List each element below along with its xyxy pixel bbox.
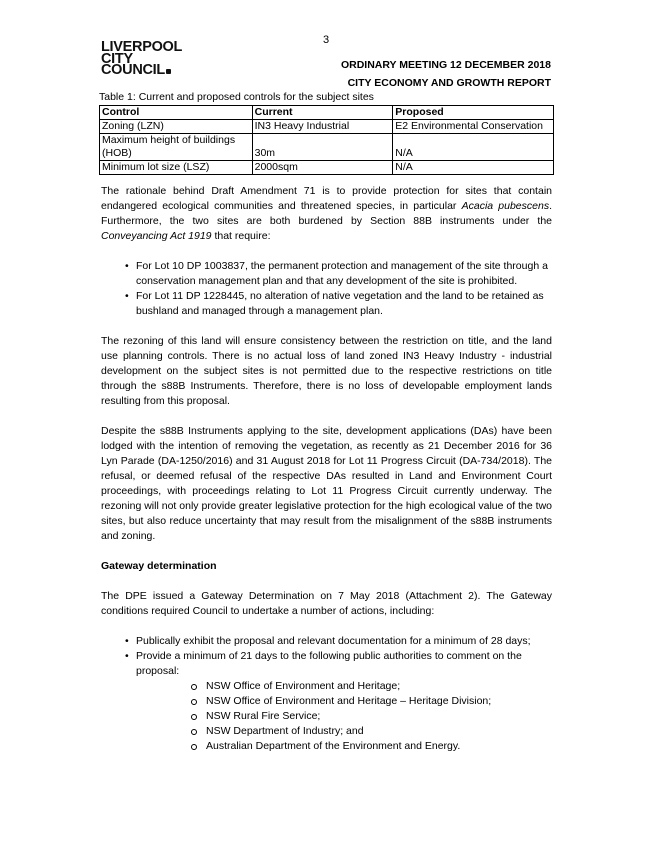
table-cell: N/A — [393, 161, 554, 175]
paragraph-rezoning: The rezoning of this land will ensure consistency between the restriction on title, and the land use planning controls. There is no actual loss of land zoned IN3 Heavy Industry - industrial development on the subject sites is not permitted due to the respective restrictions on title through the s88B Instruments. Therefore, there is no loss of developable employment lands resulting from this proposal. — [101, 335, 552, 407]
sub-list-item-text: NSW Office of Environment and Heritage – Heritage Division; — [206, 695, 492, 707]
sub-list-item — [136, 724, 552, 739]
bullet-icon: • — [125, 635, 129, 647]
gateway-actions-list — [101, 634, 552, 754]
bullet-icon: • — [125, 650, 129, 662]
controls-table — [99, 105, 554, 175]
list-item — [101, 289, 552, 319]
column-header: Proposed — [393, 106, 554, 120]
circle-bullet-icon — [191, 714, 197, 720]
circle-bullet-icon — [191, 684, 197, 690]
logo-mark-icon — [166, 69, 171, 74]
list-item-text: Publically exhibit the proposal and relevant documentation for a minimum of 28 days; — [136, 635, 531, 647]
table-row — [100, 134, 554, 161]
table-header-row — [100, 106, 554, 120]
text-run: The rationale behind Draft Amendment 71 is to provide protection for sites that contain endangered ecological communities and threatened species, in particular — [101, 185, 552, 212]
text-run: . Furthermore, the two sites are both burdened by Section 88B instruments under the — [101, 200, 552, 227]
restriction-list — [101, 259, 552, 319]
bullet-icon: • — [125, 290, 129, 302]
sub-list-item-text: NSW Department of Industry; and — [206, 725, 364, 737]
sub-list-item-text: NSW Office of Environment and Heritage; — [206, 680, 401, 692]
act-name: Conveyancing Act 1919 — [101, 230, 212, 242]
list-item-text: For Lot 10 DP 1003837, the permanent protection and management of the site through a conservation management plan and that any development of the site is prohibited. — [136, 260, 548, 287]
table-cell: Minimum lot size (LSZ) — [100, 161, 253, 175]
circle-bullet-icon — [191, 729, 197, 735]
sub-list-item-text: Australian Department of the Environment and Energy. — [206, 740, 461, 752]
table-cell: IN3 Heavy Industrial — [252, 120, 393, 134]
list-item-text: For Lot 11 DP 1228445, no alteration of native vegetation and the land to be retained as bushland and managed through a management plan. — [136, 290, 544, 317]
sub-list-item — [136, 739, 552, 754]
table-row — [100, 161, 554, 175]
council-logo — [101, 39, 183, 78]
list-item — [101, 634, 552, 649]
circle-bullet-icon — [191, 699, 197, 705]
list-item — [101, 259, 552, 289]
list-item-text: Provide a minimum of 21 days to the following public authorities to comment on the proposal: — [136, 650, 522, 677]
logo-line: LIVERPOOL — [101, 39, 183, 55]
table-cell: Maximum height of buildings (HOB) — [100, 134, 253, 161]
report-body — [101, 184, 552, 769]
text-run: that require: — [211, 230, 271, 242]
logo-line — [101, 62, 182, 78]
authorities-list — [136, 679, 552, 754]
meeting-title: ORDINARY MEETING 12 DECEMBER 2018 — [340, 59, 551, 71]
table-caption: Table 1: Current and proposed controls for the subject sites — [99, 91, 374, 103]
table-cell: 30m — [252, 134, 393, 161]
page-number: 3 — [322, 34, 330, 46]
table-row — [100, 120, 554, 134]
table-cell: Zoning (LZN) — [100, 120, 253, 134]
sub-list-item — [136, 709, 552, 724]
logo-line-text: COUNCIL — [101, 62, 165, 78]
table-cell: N/A — [393, 134, 554, 161]
paragraph-rationale — [101, 184, 552, 244]
report-title: CITY ECONOMY AND GROWTH REPORT — [347, 77, 551, 89]
species-name: Acacia pubescens — [461, 200, 550, 212]
sub-list-item — [136, 679, 552, 694]
list-item — [101, 649, 552, 754]
sub-list-item-text: NSW Rural Fire Service; — [206, 710, 321, 722]
table-cell: 2000sqm — [252, 161, 393, 175]
section-heading: Gateway determination — [101, 560, 217, 572]
meeting-header — [341, 56, 551, 92]
column-header: Current — [252, 106, 393, 120]
paragraph-gateway: The DPE issued a Gateway Determination on 7 May 2018 (Attachment 2). The Gateway conditions required Council to undertake a number of actions, including: — [101, 590, 552, 617]
paragraph-s88b: Despite the s88B Instruments applying to the site, development applications (DAs) have been lodged with the intention of removing the vegetation, as recently as 21 December 2016 for 36 Lyn Parade (DA-1250/2016) and 31 August 2018 for Lot 11 Progress Circuit (DA-734/2018). The refusal, or deemed refusal of the respective DAs resulted in Land and Environment Court proceedings, with proceedings relating to Lot 11 Progress Circuit currently underway. The rezoning will not only provide greater legislative protection for the high ecological value of the two sites, but also reduce uncertainty that may result from the misalignment of the s88B instruments and zoning. — [101, 425, 552, 542]
table-cell: E2 Environmental Conservation — [393, 120, 554, 134]
logo-line: CITY — [101, 50, 133, 67]
bullet-icon: • — [125, 260, 129, 272]
sub-list-item — [136, 694, 552, 709]
column-header: Control — [100, 106, 253, 120]
circle-bullet-icon — [191, 744, 197, 750]
